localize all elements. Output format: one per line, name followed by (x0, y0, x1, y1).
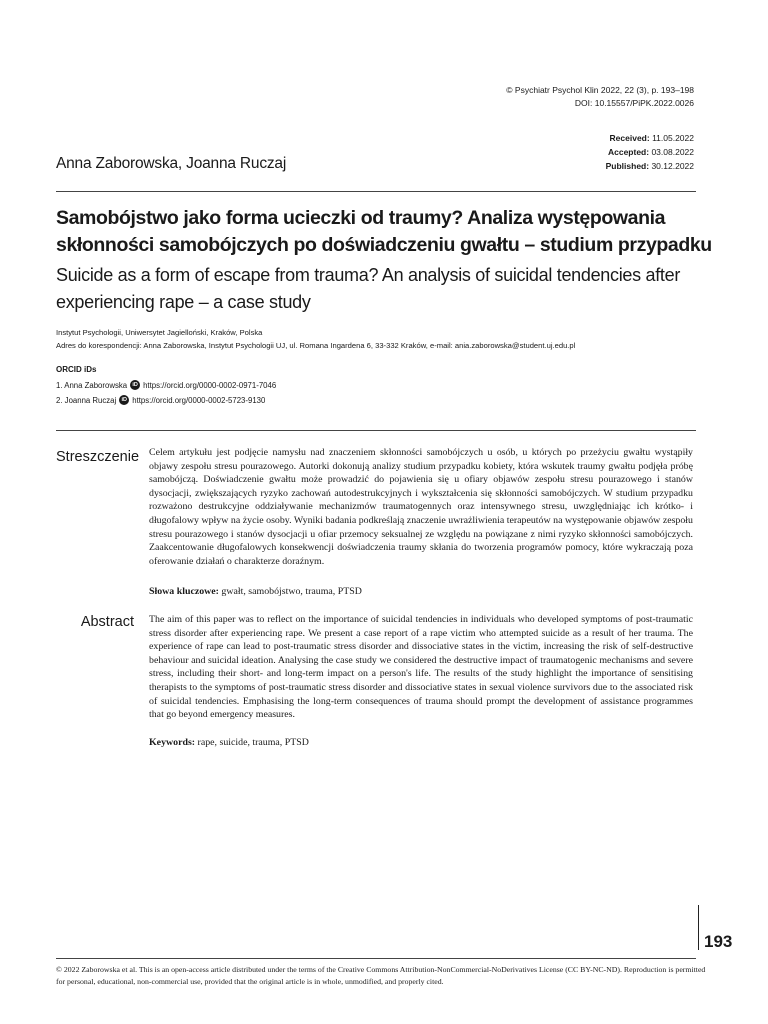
doi-line: DOI: 10.15557/PiPK.2022.0026 (574, 98, 694, 108)
streszczenie-heading: Streszczenie (56, 449, 140, 465)
article-dates (494, 131, 694, 173)
orcid-entry (56, 380, 276, 390)
polish-keywords (149, 586, 693, 597)
page-number: 193 (704, 932, 733, 951)
keywords-value: rape, suicide, trauma, PTSD (197, 737, 309, 748)
received-date: Received: 11.05.2022 (609, 133, 694, 143)
keywords-value: gwałt, samobójstwo, trauma, PTSD (221, 586, 362, 597)
orcid-author-name: 2. Joanna Ruczaj (56, 395, 117, 405)
citation-line: © Psychiatr Psychol Klin 2022, 22 (3), p. 193–198 (506, 85, 694, 95)
streszczenie-text: Celem artykułu jest podjęcie namysłu nad znaczeniem skłonności samobójczych u osób, u których po przeżyciu gwałtu wystąpiły objawy zespołu stresu pourazowego. Autorki dokonują analizy studium przypadku kobiety, która wskutek traumy gwałtu podjęła próbę samobójczą. Doświadczenie gwałtu może prowadzić do pojawienia się u ofiary objawów zespołu stresu pourazowego i stanów dysocjacji, zwiększających ryzyko zachowań autodestrukcyjnych i wykształcenia się skłonności samobójczych. W studium przypadku rozważono destrukcyjne oddziaływanie mechanizmów traumatogennych oraz intensywnego stresu, uwzględniając ich krótko- i długofalowy wpływ na życie osoby. Wyniki badania podkreślają znaczenie uwrażliwienia terapeutów na występowanie objawów zespołu stresu pourazowego i stanów dysocjacji u ofiar przemocy seksualnej ze względu na powiązane z nimi ryzyko skłonności samobójczych. Zaakcentowanie długofalowych konsekwencji doświadczenia traumy skłania do tworzenia programów pomocy, które wykraczają poza oferowanie działań o charakterze doraźnym. (149, 447, 693, 567)
abstract-text: The aim of this paper was to reflect on the importance of suicidal tendencies in individuals who developed symptoms of post-traumatic stress disorder after experiencing rape. We present a case report of a rape victim who attempted suicide as a result of her trauma. The experience of rape can lead to post-traumatic stress disorder and dissociative states in the victim, increasing the risk of self-destructive behaviour and suicidal ideation. Analysing the case study we considered the destructive impact of traumatogenic mechanisms and severe stress, including their short- and long-term impact on a person's life. The results of the study highlight the importance of sensitising therapists to the symptoms of post-traumatic stress disorder and dissociative states in sexual violence survivors due to the associated risk of suicidal tendencies. Emphasising the long-term consequences of trauma should prompt the development of assistance programmes that go beyond emergency measures. (149, 614, 693, 721)
orcid-link[interactable]: https://orcid.org/0000-0002-5723-9130 (132, 395, 266, 405)
orcid-entry (56, 395, 265, 405)
orcid-icon: iD (119, 395, 129, 405)
section-divider (56, 430, 696, 431)
orcid-author-name: 1. Anna Zaborowska (56, 380, 128, 390)
keywords-label: Słowa kluczowe: (149, 586, 219, 597)
license-footer: © 2022 Zaborowska et al. This is an open-access article distributed under the terms of the Creative Commons Attribution-NonCommercial-NoDerivatives License (CC BY-NC-ND). Reproduction is permitted for personal, educational, non-commercial use, provided that the original article is in whole, unmodified, and properly cited. (56, 965, 706, 986)
authors: Anna Zaborowska, Joanna Ruczaj (56, 155, 287, 172)
title-english: Suicide as a form of escape from trauma? An analysis of suicidal tendencies after experiencing rape – a case study (56, 265, 681, 312)
affiliations (56, 326, 706, 352)
accepted-date: Accepted: 03.08.2022 (607, 147, 694, 157)
orcid-link[interactable]: https://orcid.org/0000-0002-0971-7046 (143, 380, 277, 390)
keywords-label: Keywords: (149, 737, 196, 748)
orcid-icon: iD (130, 380, 140, 390)
affiliation: Instytut Psychologii, Uniwersytet Jagielloński, Kraków, Polska (56, 328, 263, 337)
abstract-heading: Abstract (80, 614, 134, 630)
orcid-heading: ORCID iDs (56, 365, 97, 374)
correspondence: Adres do korespondencji: Anna Zaborowska, Instytut Psychologii UJ, ul. Romana Ingardena 6, 33-332 Kraków, e-mail: ania.zaborowska@student.uj.edu.pl (56, 341, 576, 350)
title-polish: Samobójstwo jako forma ucieczki od traumy? Analiza występowania skłonności samobójczych po doświadczeniu gwałtu – studium przypadku (56, 207, 712, 256)
header-divider (56, 191, 696, 192)
journal-citation (294, 84, 694, 110)
footer-divider (56, 958, 696, 959)
english-keywords (149, 737, 693, 748)
page-number-rule (698, 905, 699, 950)
published-date: Published: 30.12.2022 (605, 161, 694, 171)
